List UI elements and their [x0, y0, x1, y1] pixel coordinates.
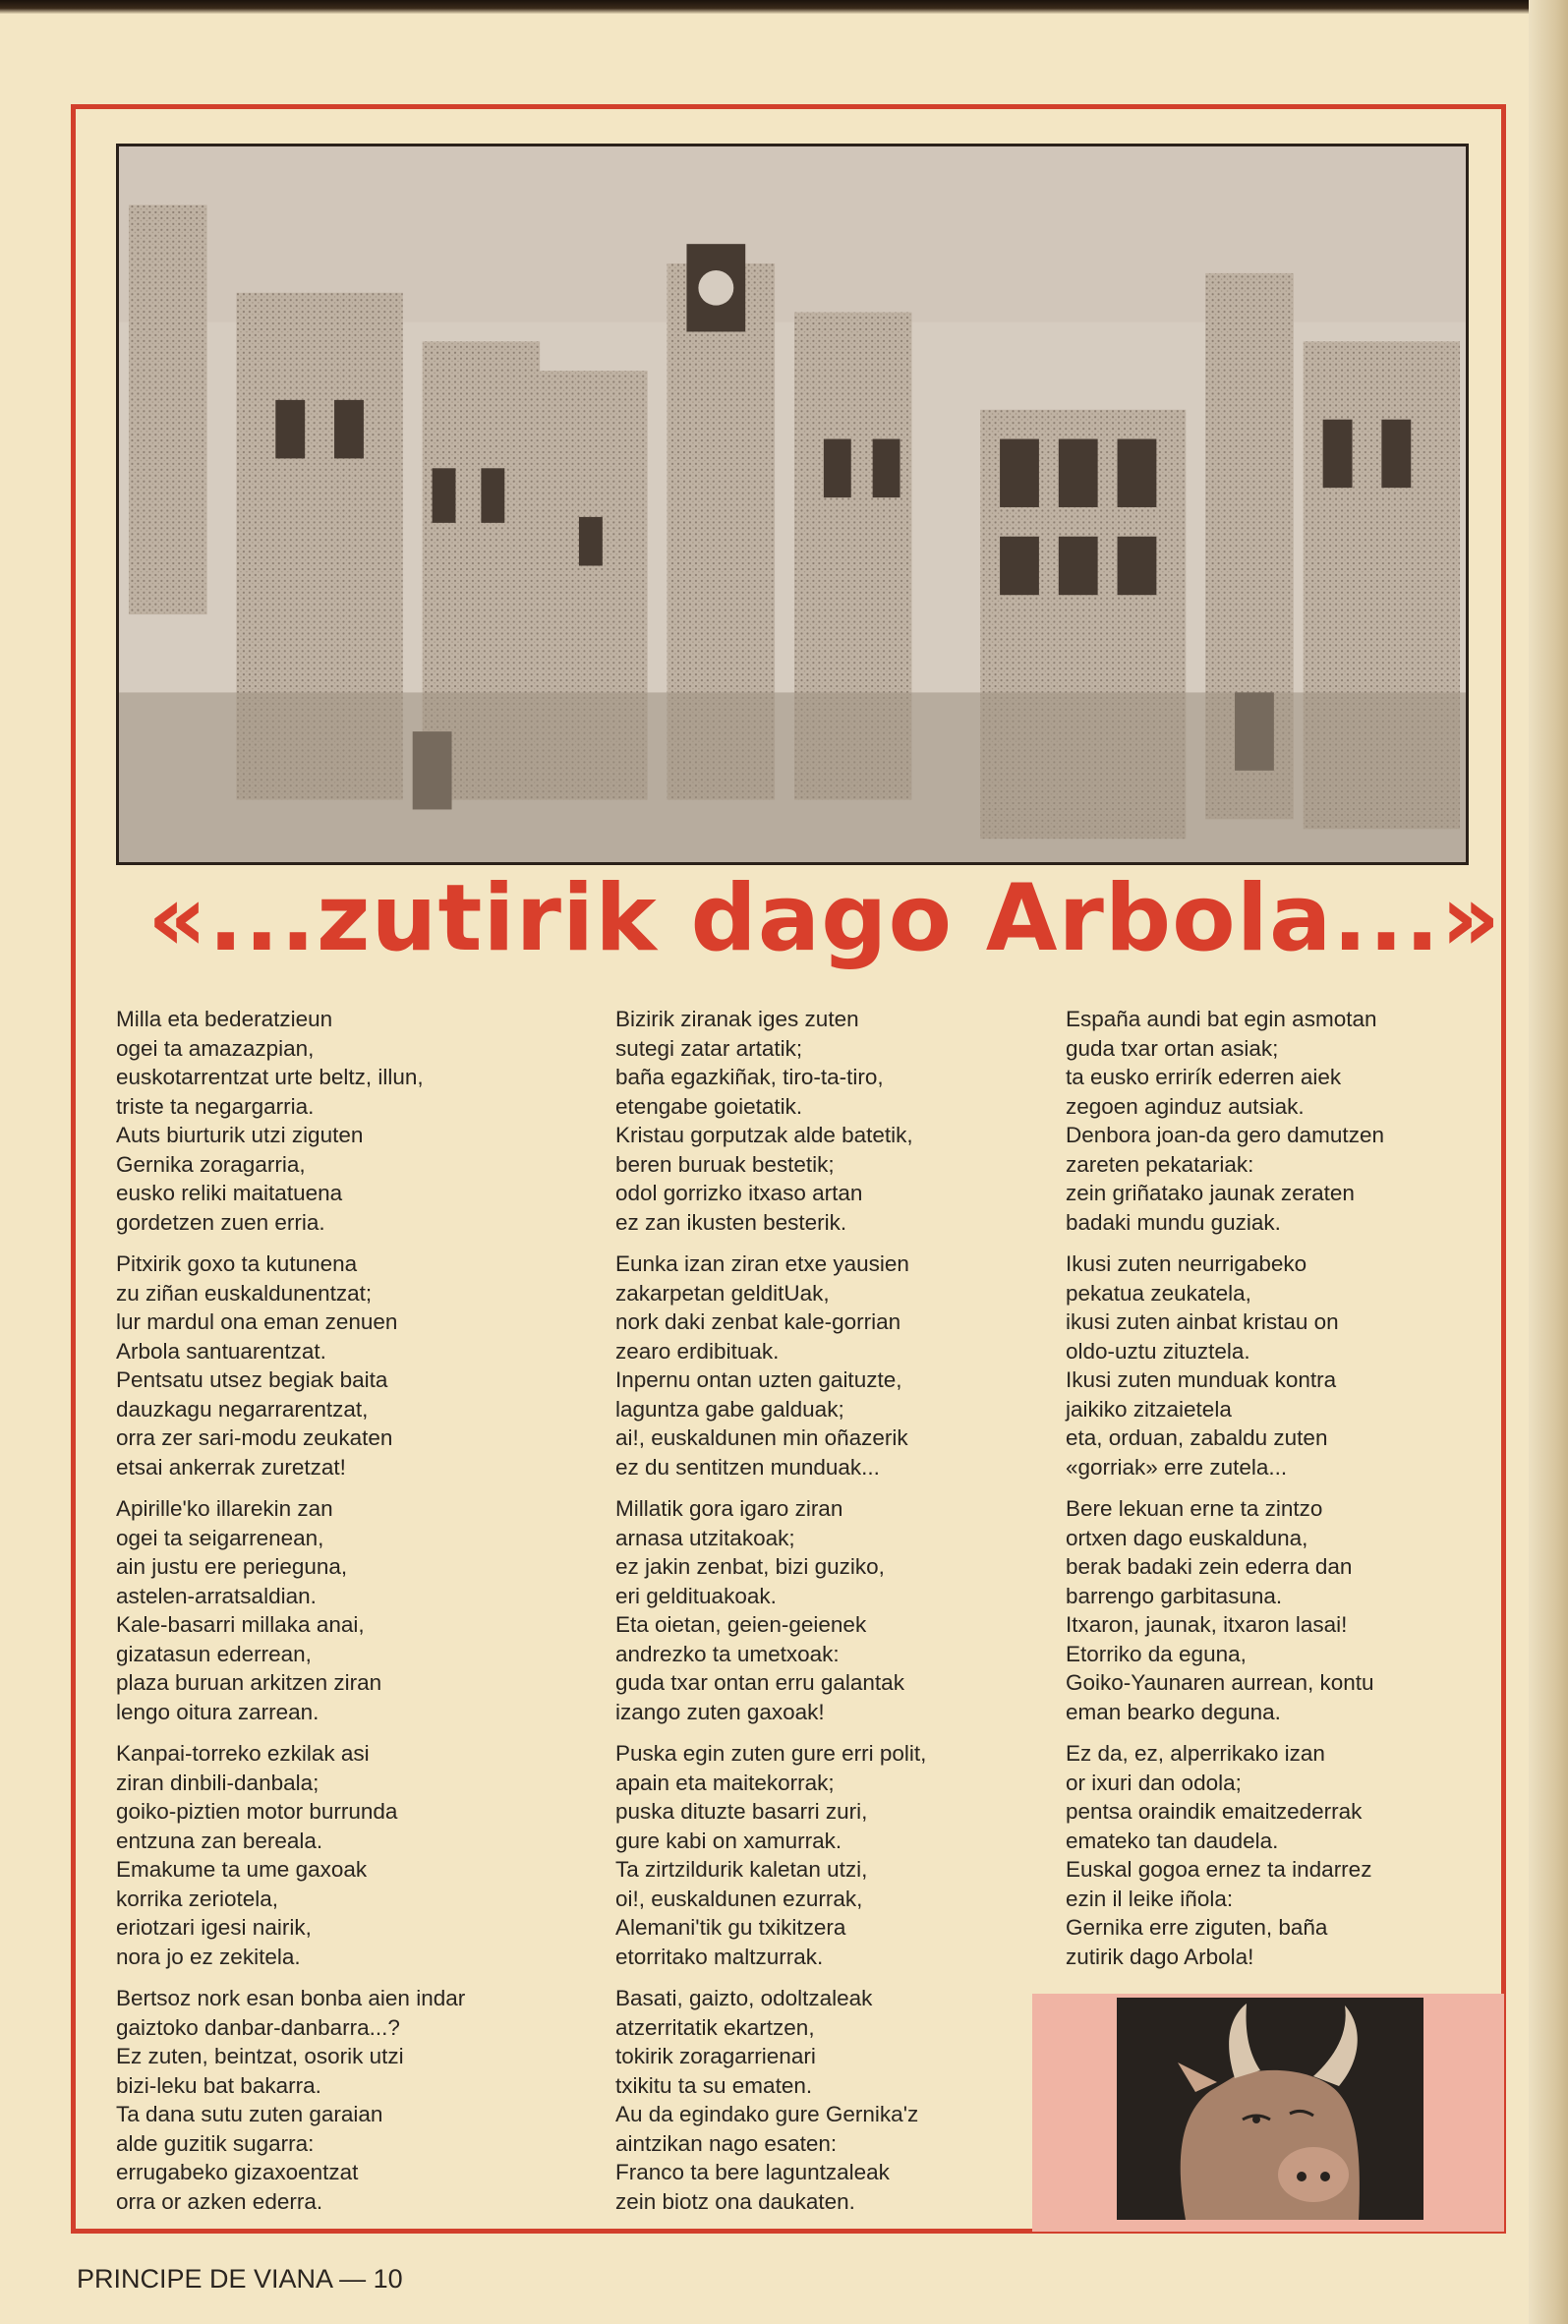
verse-line: etengabe goietatik. — [615, 1093, 803, 1119]
verse-line: tokirik zoragarrienari — [615, 2044, 816, 2068]
verse-line: Bizirik ziranak iges zuten — [615, 1007, 859, 1031]
poem-column-2 — [615, 1005, 1038, 2229]
ruined-town-photo — [116, 144, 1469, 865]
verse-line: Milla eta bederatzieun — [116, 1007, 333, 1031]
poem-column-1 — [116, 1005, 578, 2229]
verse-line: ez jakin zenbat, bizi guziko, — [615, 1554, 885, 1579]
verse-line: gaiztoko danbar-danbarra...? — [116, 2014, 400, 2040]
stanza — [615, 1249, 1038, 1482]
verse-line: Puska egin zuten gure erri polit, — [615, 1741, 927, 1766]
verse-line: nora jo ez zekitela. — [116, 1944, 301, 1969]
verse-line: ezin il leike iñola: — [1066, 1886, 1234, 1911]
verse-line: ziran dinbili-danbala; — [116, 1770, 319, 1795]
verse-line: ta eusko errirík ederren aiek — [1066, 1065, 1342, 1089]
verse-line: odol gorrizko itxaso artan — [615, 1181, 863, 1205]
verse-line: laguntza gabe galduak; — [615, 1396, 844, 1422]
verse-line: ortxen dago euskalduna, — [1066, 1525, 1308, 1550]
verse-line: eman bearko deguna. — [1066, 1699, 1281, 1724]
verse-line: nork daki zenbat kale-gorrian — [615, 1309, 901, 1334]
verse-line: Auts biurturik utzi ziguten — [116, 1123, 364, 1147]
verse-line: badaki mundu guziak. — [1066, 1209, 1281, 1235]
footer-page-label: PRINCIPE DE VIANA — 10 — [77, 2264, 403, 2294]
verse-line: etorritako maltzurrak. — [615, 1944, 824, 1969]
verse-line: Ez da, ez, alperrikako izan — [1066, 1741, 1325, 1766]
verse-line: lur mardul ona eman zenuen — [116, 1309, 398, 1334]
verse-line: Goiko-Yaunaren aurrean, kontu — [1066, 1670, 1374, 1695]
verse-line: oi!, euskaldunen ezurrak, — [615, 1886, 863, 1911]
verse-line: lengo oitura zarrean. — [116, 1699, 319, 1724]
verse-line: pentsa oraindik emaitzederrak — [1066, 1799, 1363, 1824]
verse-line: Euskal gogoa ernez ta indarrez — [1066, 1857, 1372, 1882]
verse-line: korrika zeriotela, — [116, 1886, 279, 1911]
verse-line: Gernika erre ziguten, baña — [1066, 1915, 1328, 1940]
verse-line: Kanpai-torreko ezkilak asi — [116, 1741, 370, 1766]
verse-line: jaikiko zitzaietela — [1066, 1396, 1232, 1422]
verse-line: gure kabi on xamurrak. — [615, 1828, 842, 1853]
verse-line: ez zan ikusten besterik. — [615, 1209, 847, 1235]
verse-line: orra or azken ederra. — [116, 2188, 323, 2214]
verse-line: apain eta maitekorrak; — [615, 1770, 835, 1795]
verse-line: Alemani'tik gu txikitzera — [615, 1915, 846, 1940]
verse-line: Denbora joan-da gero damutzen — [1066, 1123, 1384, 1147]
verse-line: Ikusi zuten neurrigabeko — [1066, 1251, 1307, 1276]
verse-line: zegoen aginduz autsiak. — [1066, 1093, 1305, 1119]
verse-line: Inpernu ontan uzten gaituzte, — [615, 1367, 902, 1392]
bull-drawing — [1117, 1998, 1423, 2220]
verse-line: Ta dana sutu zuten garaian — [116, 2102, 383, 2126]
verse-line: izango zuten gaxoak! — [615, 1699, 825, 1724]
verse-line: ai!, euskaldunen min oñazerik — [615, 1425, 908, 1450]
verse-line: berak badaki zein ederra dan — [1066, 1554, 1353, 1579]
stanza — [116, 1984, 578, 2216]
verse-line: Itxaron, jaunak, itxaron lasai! — [1066, 1612, 1348, 1637]
verse-line: Etorriko da eguna, — [1066, 1641, 1247, 1666]
verse-line: ikusi zuten ainbat kristau on — [1066, 1309, 1339, 1334]
verse-line: guda txar ontan erru galantak — [615, 1670, 904, 1695]
verse-line: guda txar ortan asiak; — [1066, 1035, 1279, 1061]
verse-line: eriotzari igesi nairik, — [116, 1915, 312, 1940]
verse-line: astelen-arratsaldian. — [116, 1583, 317, 1608]
verse-line: ogei ta seigarrenean, — [116, 1525, 324, 1550]
verse-line: Basati, gaizto, odoltzaleak — [615, 1986, 873, 2010]
verse-line: Bertsoz nork esan bonba aien indar — [116, 1986, 466, 2010]
verse-line: Millatik gora igaro ziran — [615, 1496, 843, 1521]
verse-line: zein griñatako jaunak zeraten — [1066, 1181, 1355, 1205]
verse-line: Au da egindako gure Gernika'z — [615, 2102, 919, 2126]
verse-line: eta, orduan, zabaldu zuten — [1066, 1425, 1328, 1450]
verse-line: andrezko ta umetxoak: — [615, 1641, 840, 1666]
verse-line: gizatasun ederrean, — [116, 1641, 312, 1666]
verse-line: puska dituzte basarri zuri, — [615, 1799, 868, 1824]
verse-line: Pitxirik goxo ta kutunena — [116, 1251, 358, 1276]
verse-line: Kristau gorputzak alde batetik, — [615, 1123, 913, 1147]
stanza — [116, 1494, 578, 1726]
verse-line: dauzkagu negarrarentzat, — [116, 1396, 369, 1422]
verse-line: txikitu ta su ematen. — [615, 2072, 813, 2098]
verse-line: Pentsatu utsez begiak baita — [116, 1367, 388, 1392]
verse-line: Gernika zoragarria, — [116, 1151, 306, 1177]
verse-line: «gorriak» erre zutela... — [1066, 1454, 1288, 1480]
verse-line: barrengo garbitasuna. — [1066, 1583, 1283, 1608]
verse-line: oldo-uztu zituztela. — [1066, 1338, 1250, 1364]
verse-line: Kale-basarri millaka anai, — [116, 1612, 365, 1637]
stanza — [116, 1739, 578, 1971]
verse-line: gordetzen zuen erria. — [116, 1209, 325, 1235]
stanza — [1066, 1005, 1479, 1237]
verse-line: Arbola santuarentzat. — [116, 1338, 326, 1364]
verse-line: zein biotz ona daukaten. — [615, 2188, 855, 2214]
stanza — [615, 1005, 1038, 1237]
verse-line: etsai ankerrak zuretzat! — [116, 1454, 346, 1480]
verse-line: triste ta negargarria. — [116, 1093, 315, 1119]
verse-line: or ixuri dan odola; — [1066, 1770, 1242, 1795]
verse-line: errugabeko gizaxoentzat — [116, 2160, 359, 2184]
verse-line: Apirille'ko illarekin zan — [116, 1496, 333, 1521]
page-top-edge — [0, 0, 1568, 14]
stanza — [1066, 1739, 1479, 1971]
stanza — [1066, 1249, 1479, 1482]
verse-line: beren buruak bestetik; — [615, 1151, 835, 1177]
verse-line: plaza buruan arkitzen ziran — [116, 1670, 382, 1695]
verse-line: Ez zuten, beintzat, osorik utzi — [116, 2044, 404, 2068]
stanza — [1066, 1494, 1479, 1726]
verse-line: entzuna zan bereala. — [116, 1828, 323, 1853]
verse-line: ez du sentitzen munduak... — [615, 1454, 880, 1480]
verse-line: Franco ta bere laguntzaleak — [615, 2160, 890, 2184]
verse-line: goiko-piztien motor burrunda — [116, 1799, 398, 1824]
verse-line: bizi-leku bat bakarra. — [116, 2072, 321, 2098]
verse-line: alde guzitik sugarra: — [116, 2130, 315, 2156]
stanza — [116, 1249, 578, 1482]
verse-line: Eta oietan, geien-geienek — [615, 1612, 867, 1637]
verse-line: eusko reliki maitatuena — [116, 1181, 343, 1205]
verse-line: orra zer sari-modu zeukaten — [116, 1425, 393, 1450]
page-right-edge — [1529, 0, 1568, 2324]
verse-line: euskotarrentzat urte beltz, illun, — [116, 1065, 424, 1089]
verse-line: ain justu ere perieguna, — [116, 1554, 348, 1579]
verse-line: Bere lekuan erne ta zintzo — [1066, 1496, 1323, 1521]
verse-line: Ikusi zuten munduak kontra — [1066, 1367, 1337, 1392]
verse-line: baña egazkiñak, tiro-ta-tiro, — [615, 1065, 884, 1089]
verse-line: zareten pekatariak: — [1066, 1151, 1254, 1177]
stanza — [615, 1739, 1038, 1971]
verse-line: Emakume ta ume gaxoak — [116, 1857, 368, 1882]
headline: «...zutirik dago Arbola...» — [147, 865, 1502, 972]
stanza — [615, 1984, 1038, 2216]
stanza — [116, 1005, 578, 1237]
verse-line: atzerritatik ekartzen, — [615, 2014, 815, 2040]
verse-line: arnasa utzitakoak; — [615, 1525, 795, 1550]
verse-line: Eunka izan ziran etxe yausien — [615, 1251, 909, 1276]
verse-line: España aundi bat egin asmotan — [1066, 1007, 1377, 1031]
verse-line: Ta zirtzildurik kaletan utzi, — [615, 1857, 868, 1882]
verse-line: zearo erdibituak. — [615, 1338, 780, 1364]
verse-line: emateko tan daudela. — [1066, 1828, 1279, 1853]
verse-line: eri geldituakoak. — [615, 1583, 777, 1608]
verse-line: zu ziñan euskaldunentzat; — [116, 1280, 373, 1306]
verse-line: ogei ta amazazpian, — [116, 1035, 315, 1061]
verse-line: sutegi zatar artatik; — [615, 1035, 803, 1061]
stanza — [615, 1494, 1038, 1726]
verse-line: aintzikan nago esaten: — [615, 2130, 838, 2156]
verse-line: zakarpetan gelditUak, — [615, 1280, 830, 1306]
verse-line: pekatua zeukatela, — [1066, 1280, 1251, 1306]
poem-column-3 — [1066, 1005, 1479, 1984]
verse-line: zutirik dago Arbola! — [1066, 1944, 1254, 1969]
